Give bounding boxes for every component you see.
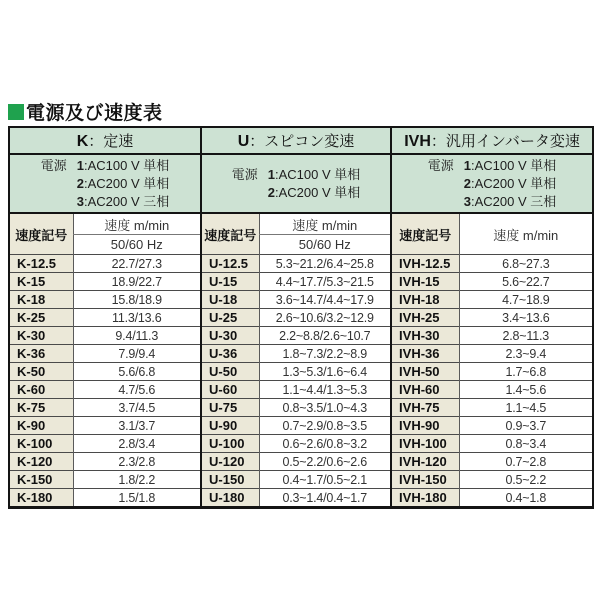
speed-value-cell: 2.6~10.6/3.2~12.9 (259, 309, 391, 327)
section-code: U (237, 133, 250, 150)
speed-value-cell: 18.9/22.7 (73, 273, 201, 291)
speed-value-cell: 1.1~4.4/1.3~5.3 (259, 381, 391, 399)
speed-code-cell: K-50 (9, 363, 73, 381)
speed-value-cell: 0.4~1.7/0.5~2.1 (259, 471, 391, 489)
col-header-speed: 速度 m/min (459, 213, 593, 255)
speed-code-cell: IVH-60 (391, 381, 459, 399)
speed-value-cell: 1.8/2.2 (73, 471, 201, 489)
table-row (9, 453, 593, 471)
speed-code-cell: IVH-90 (391, 417, 459, 435)
table-row (9, 399, 593, 417)
speed-code-cell: IVH-36 (391, 345, 459, 363)
speed-code-cell: K-15 (9, 273, 73, 291)
power-line: 電源 1:AC100 V 単相 (231, 166, 361, 182)
speed-code-cell: U-90 (201, 417, 259, 435)
power-supply-u (201, 154, 391, 213)
speed-value-cell: 2.8/3.4 (73, 435, 201, 453)
speed-value-cell: 0.6~2.6/0.8~3.2 (259, 435, 391, 453)
speed-value-cell: 3.7/4.5 (73, 399, 201, 417)
speed-value-cell: 2.8~11.3 (459, 327, 593, 345)
speed-code-cell: IVH-18 (391, 291, 459, 309)
speed-value-cell: 3.6~14.7/4.4~17.9 (259, 291, 391, 309)
col-header-speed: 速度 m/min (259, 213, 391, 235)
power-line: 電源 1:AC100 V 単相 (40, 157, 170, 173)
speed-code-cell: IVH-25 (391, 309, 459, 327)
table-row (9, 489, 593, 508)
speed-value-cell: 11.3/13.6 (73, 309, 201, 327)
speed-value-cell: 3.4~13.6 (459, 309, 593, 327)
section-code: K (76, 133, 89, 150)
speed-code-cell: K-12.5 (9, 255, 73, 273)
speed-code-cell: IVH-150 (391, 471, 459, 489)
power-supply-k (9, 154, 201, 213)
section-label: ：スピコン変速 (249, 133, 355, 150)
power-speed-table (8, 126, 594, 509)
col-header-speed-code: 速度記号 (391, 213, 459, 255)
speed-code-cell: U-60 (201, 381, 259, 399)
speed-code-cell: IVH-50 (391, 363, 459, 381)
speed-code-cell: IVH-120 (391, 453, 459, 471)
speed-code-cell: U-180 (201, 489, 259, 508)
speed-value-cell: 5.6~22.7 (459, 273, 593, 291)
speed-code-cell: U-36 (201, 345, 259, 363)
power-line: 電源 1:AC100 V 単相 (427, 157, 557, 173)
speed-code-cell: U-75 (201, 399, 259, 417)
speed-value-cell: 1.3~5.3/1.6~6.4 (259, 363, 391, 381)
col-header-speed-code: 速度記号 (201, 213, 259, 255)
power-line: 2:AC200 V 単相 (463, 175, 557, 191)
table-row (9, 381, 593, 399)
speed-value-cell: 7.9/9.4 (73, 345, 201, 363)
page-title: 電源及び速度表 (26, 103, 163, 124)
table-row (9, 291, 593, 309)
section-header-u (201, 127, 391, 154)
page-title-row (8, 98, 163, 125)
speed-code-cell: K-100 (9, 435, 73, 453)
table-row (9, 345, 593, 363)
speed-code-cell: IVH-12.5 (391, 255, 459, 273)
speed-code-cell: K-180 (9, 489, 73, 508)
speed-code-cell: K-30 (9, 327, 73, 345)
speed-code-cell: K-18 (9, 291, 73, 309)
speed-code-cell: U-150 (201, 471, 259, 489)
table-row (9, 417, 593, 435)
speed-value-cell: 0.5~2.2 (459, 471, 593, 489)
speed-value-cell: 0.7~2.9/0.8~3.5 (259, 417, 391, 435)
column-header-row (9, 213, 593, 235)
section-code: IVH (404, 133, 431, 150)
speed-value-cell: 0.4~1.8 (459, 489, 593, 508)
speed-value-cell: 5.3~21.2/6.4~25.8 (259, 255, 391, 273)
speed-code-cell: K-60 (9, 381, 73, 399)
speed-code-cell: K-36 (9, 345, 73, 363)
speed-value-cell: 2.3~9.4 (459, 345, 593, 363)
power-line: 3:AC200 V 三相 (463, 193, 557, 209)
speed-code-cell: U-12.5 (201, 255, 259, 273)
table-row (9, 273, 593, 291)
speed-value-cell: 0.7~2.8 (459, 453, 593, 471)
speed-code-cell: IVH-15 (391, 273, 459, 291)
section-header-ivh (391, 127, 593, 154)
power-line: 2:AC200 V 単相 (267, 184, 361, 200)
speed-value-cell: 1.1~4.5 (459, 399, 593, 417)
speed-code-cell: K-150 (9, 471, 73, 489)
speed-value-cell: 4.7~18.9 (459, 291, 593, 309)
speed-code-cell: U-25 (201, 309, 259, 327)
speed-value-cell: 22.7/27.3 (73, 255, 201, 273)
section-header-k (9, 127, 201, 154)
speed-value-cell: 6.8~27.3 (459, 255, 593, 273)
speed-value-cell: 1.7~6.8 (459, 363, 593, 381)
col-header-hz: 50/60 Hz (73, 235, 201, 255)
col-header-hz: 50/60 Hz (259, 235, 391, 255)
power-supply-ivh (391, 154, 593, 213)
speed-value-cell: 4.7/5.6 (73, 381, 201, 399)
speed-code-cell: IVH-75 (391, 399, 459, 417)
speed-value-cell: 5.6/6.8 (73, 363, 201, 381)
speed-code-cell: K-120 (9, 453, 73, 471)
speed-code-cell: IVH-30 (391, 327, 459, 345)
speed-code-cell: K-25 (9, 309, 73, 327)
speed-value-cell: 1.8~7.3/2.2~8.9 (259, 345, 391, 363)
speed-value-cell: 0.3~1.4/0.4~1.7 (259, 489, 391, 508)
table-row (9, 327, 593, 345)
speed-table-body (9, 255, 593, 508)
speed-code-cell: U-120 (201, 453, 259, 471)
section-label: ：汎用インバータ変速 (430, 133, 580, 150)
speed-code-cell: U-50 (201, 363, 259, 381)
speed-code-cell: K-75 (9, 399, 73, 417)
speed-code-cell: U-18 (201, 291, 259, 309)
table-row (9, 255, 593, 273)
speed-value-cell: 0.8~3.5/1.0~4.3 (259, 399, 391, 417)
section-label: ：定速 (88, 133, 134, 150)
col-header-speed: 速度 m/min (73, 213, 201, 235)
speed-value-cell: 4.4~17.7/5.3~21.5 (259, 273, 391, 291)
speed-value-cell: 15.8/18.9 (73, 291, 201, 309)
speed-code-cell: IVH-100 (391, 435, 459, 453)
speed-code-cell: U-15 (201, 273, 259, 291)
table-row (9, 471, 593, 489)
speed-code-cell: U-30 (201, 327, 259, 345)
speed-value-cell: 3.1/3.7 (73, 417, 201, 435)
power-line: 3:AC200 V 三相 (76, 193, 170, 209)
power-line: 2:AC200 V 単相 (76, 175, 170, 191)
section-header-row (9, 127, 593, 154)
speed-value-cell: 2.3/2.8 (73, 453, 201, 471)
speed-value-cell: 0.9~3.7 (459, 417, 593, 435)
speed-value-cell: 2.2~8.8/2.6~10.7 (259, 327, 391, 345)
speed-code-cell: K-90 (9, 417, 73, 435)
table-row (9, 435, 593, 453)
table-row (9, 363, 593, 381)
speed-value-cell: 9.4/11.3 (73, 327, 201, 345)
speed-value-cell: 1.5/1.8 (73, 489, 201, 508)
speed-value-cell: 0.8~3.4 (459, 435, 593, 453)
speed-code-cell: IVH-180 (391, 489, 459, 508)
col-header-speed-code: 速度記号 (9, 213, 73, 255)
table-row (9, 309, 593, 327)
speed-value-cell: 0.5~2.2/0.6~2.6 (259, 453, 391, 471)
speed-code-cell: U-100 (201, 435, 259, 453)
green-square-icon (8, 104, 24, 120)
power-supply-row (9, 154, 593, 213)
speed-value-cell: 1.4~5.6 (459, 381, 593, 399)
